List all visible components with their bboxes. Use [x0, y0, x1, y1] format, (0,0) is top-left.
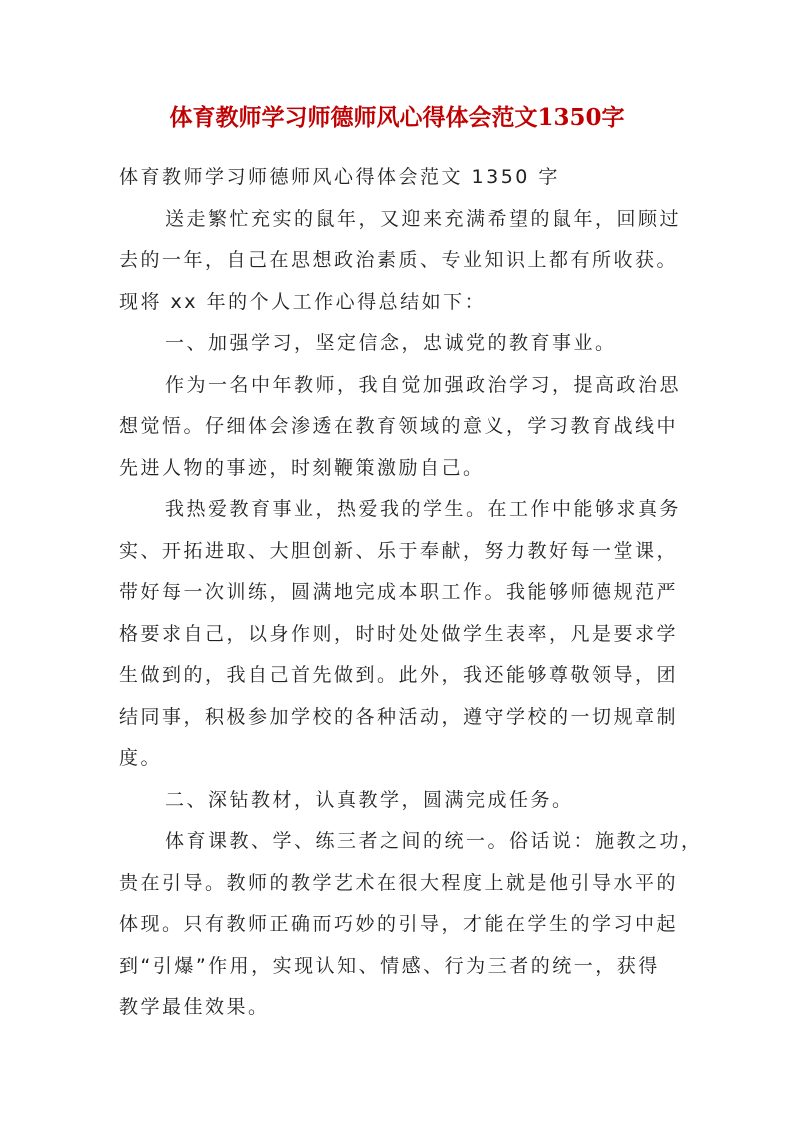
text-line: 先进人物的事迹，时刻鞭策激励自己。: [119, 456, 485, 479]
text-line: 结同事，积极参加学校的各种活动，遵守学校的一切规章制: [119, 705, 679, 728]
paragraph: [119, 489, 689, 780]
paragraph: [119, 199, 689, 324]
text-line: 生做到的，我自己首先做到。此外，我还能够尊敬领导，团: [119, 664, 679, 686]
text-line: 实、开拓进取、大胆创新、乐于奉献，努力教好每一堂课，: [119, 539, 679, 562]
document-subtitle: 体育教师学习师德师风心得体会范文 1350 字: [119, 166, 560, 188]
text-line: 体现。只有教师正确而巧妙的引导，才能在学生的学习中起: [119, 913, 679, 935]
text-line: 送走繁忙充实的鼠年，又迎来充满希望的鼠年，回顾过: [165, 207, 682, 230]
text-line: 现将 xx 年的个人工作心得总结如下：: [119, 290, 487, 313]
text-line: 想觉悟。仔细体会渗透在教育领域的意义，学习教育战线中: [119, 415, 679, 437]
section-heading: [119, 323, 689, 365]
text-line: 贵在引导。教师的教学艺术在很大程度上就是他引导水平的: [119, 871, 679, 894]
text-line: 我热爱教育事业，热爱我的学生。在工作中能够求真务: [165, 498, 682, 520]
text-line: 度。: [119, 747, 163, 769]
text-line: 格要求自己，以身作则，时时处处做学生表率，凡是要求学: [119, 622, 679, 645]
document-body: [119, 157, 703, 1029]
text-line: 去的一年，自己在思想政治素质、专业知识上都有所收获。: [119, 249, 679, 271]
text-line: 到“引爆”作用，实现认知、情感、行为三者的统一，获得: [119, 954, 660, 977]
text-line: 二、深钻教材，认真教学，圆满完成任务。: [165, 788, 574, 811]
paragraph: [119, 821, 703, 1029]
text-line: 带好每一次训练，圆满地完成本职工作。我能够师德规范严: [119, 581, 679, 603]
text-line: 作为一名中年教师，我自觉加强政治学习，提高政治思: [165, 373, 682, 396]
section-heading: [119, 780, 689, 822]
paragraph: [119, 365, 689, 490]
text-line: 体育课教、学、练三者之间的统一。俗话说：施教之功，: [165, 830, 703, 852]
text-line: 教学最佳效果。: [119, 996, 270, 1018]
document-title: 体育教师学习师德师风心得体会范文1350字: [169, 104, 625, 131]
text-line: 一、加强学习，坚定信念，忠诚党的教育事业。: [165, 332, 617, 354]
